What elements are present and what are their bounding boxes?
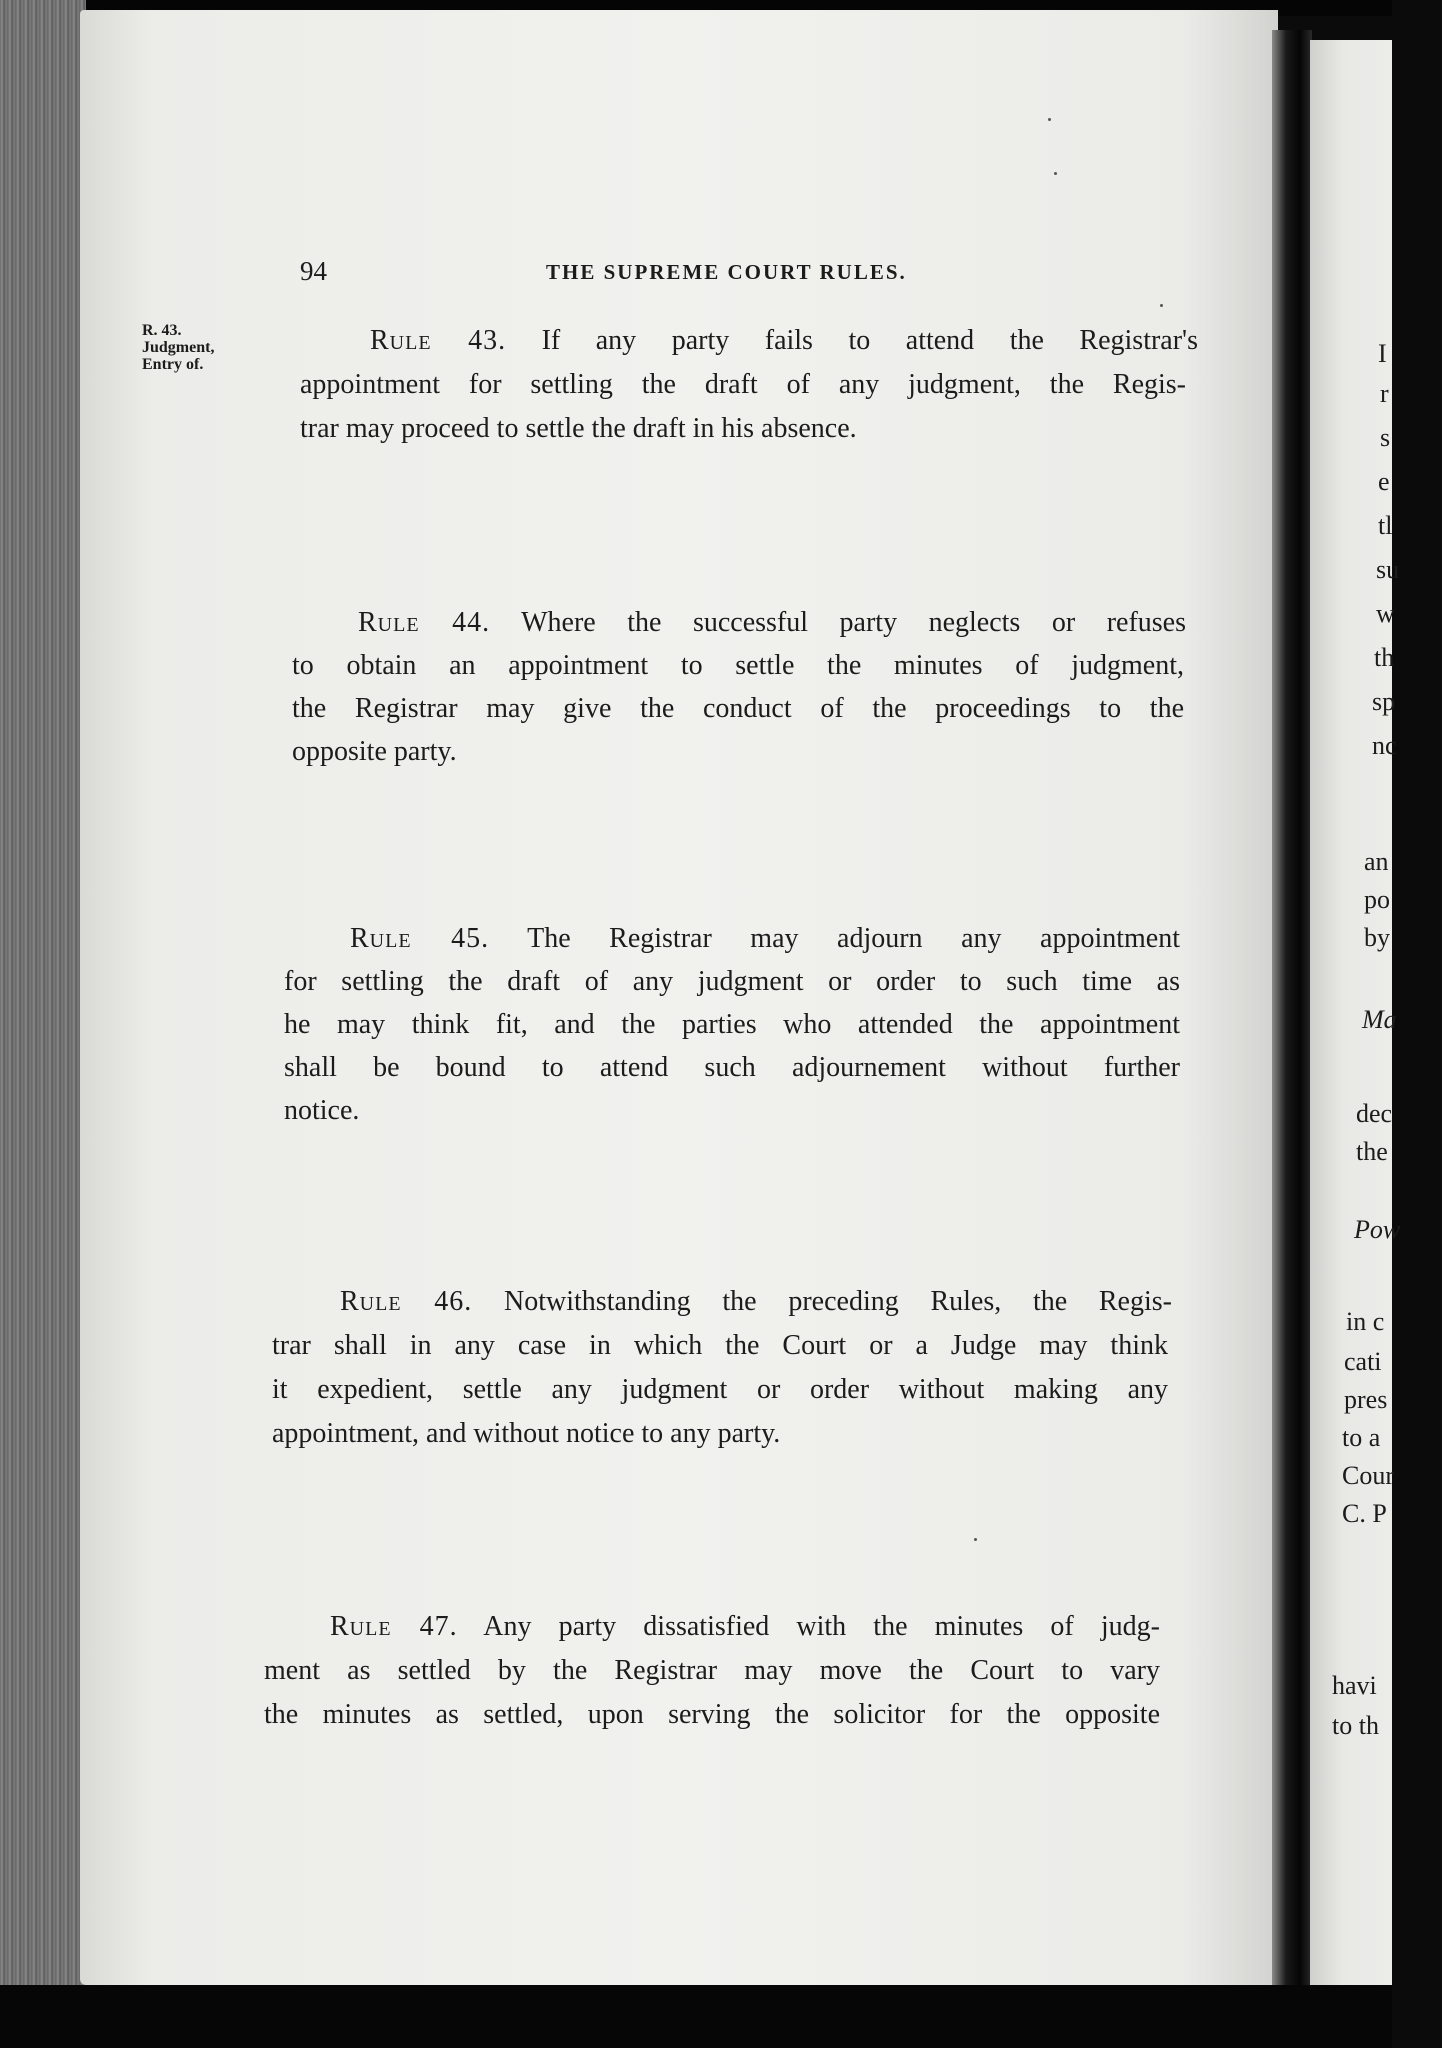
facing-page-fragment: th (1374, 643, 1395, 672)
rule-label: Rule 43. (370, 325, 507, 356)
book-spine-edge (0, 0, 86, 2048)
page-number: 94 (300, 256, 327, 286)
facing-page-fragment: po (1364, 885, 1390, 914)
rule-46-first-line: Rule 46. Notwithstanding the preceding Rules, the Regis- (340, 1286, 1172, 1317)
facing-page-fragment: pres (1344, 1385, 1388, 1414)
facing-page-fragment: s (1380, 423, 1391, 452)
rule-47-first-line: Rule 47. Any party dissatisfied with the minutes of judg- (330, 1611, 1160, 1642)
rule-46-line: it expedient, settle any judgment or order without making any (272, 1374, 1168, 1405)
facing-page-fragment: dec (1356, 1099, 1393, 1128)
margin-note-line: Entry of. (142, 356, 204, 373)
facing-page-fragment: to a (1342, 1423, 1381, 1452)
rule-44-line: opposite party. (292, 736, 457, 767)
rule-44-line: the Registrar may give the conduct of the proceedings to the (292, 693, 1184, 724)
scan-speck (1048, 118, 1051, 121)
rule-43-first-line: Rule 43. If any party fails to attend the Registrar's (370, 325, 1198, 356)
facing-page-fragment: an (1364, 847, 1389, 876)
rule-47-line: ment as settled by the Registrar may move the Court to vary (264, 1655, 1160, 1686)
rule-43-line: appointment for settling the draft of any judgment, the Regis- (300, 369, 1186, 400)
facing-page-fragment: su (1376, 555, 1400, 584)
book-gutter (1272, 30, 1312, 1985)
facing-page-fragment: w (1376, 599, 1395, 628)
rule-45-line: shall be bound to attend such adjournement without further (284, 1052, 1180, 1083)
rule-label: Rule 45. (350, 923, 490, 954)
rule-45-line: notice. (284, 1095, 360, 1126)
rule-44-line: to obtain an appointment to settle the minutes of judgment, (292, 650, 1184, 681)
scan-speck (1054, 172, 1057, 175)
rule-44-first-line: Rule 44. Where the successful party neglects or refuses (358, 607, 1186, 638)
rule-47-line: the minutes as settled, upon serving the solicitor for the opposite (264, 1699, 1160, 1730)
rule-45-line: he may think fit, and the parties who attended the appointment (284, 1009, 1180, 1040)
facing-page-fragment: the (1356, 1137, 1388, 1166)
facing-page-fragment: I (1378, 339, 1387, 368)
margin-note-line: Judgment, (142, 339, 215, 356)
margin-note-line: R. 43. (142, 322, 182, 339)
facing-page-fragment: Ma (1362, 1005, 1397, 1034)
facing-page-fragment: havi (1332, 1671, 1377, 1700)
rule-label: Rule 47. (330, 1611, 458, 1642)
running-head: THE SUPREME COURT RULES. (546, 260, 907, 284)
bottom-scan-border (0, 1985, 1392, 2048)
facing-page-fragment: in c (1346, 1307, 1385, 1336)
scan-speck (1160, 304, 1163, 307)
facing-page-fragment: sp (1372, 687, 1396, 716)
rule-45-line: for settling the draft of any judgment or order to such time as (284, 966, 1180, 997)
facing-page-fragment: r (1380, 379, 1389, 408)
page-header (296, 256, 1216, 290)
facing-page-fragment: tl (1378, 511, 1393, 540)
rule-label: Rule 44. (358, 607, 491, 638)
facing-page-fragment: e (1378, 467, 1390, 496)
rule-43-line: trar may proceed to settle the draft in his absence. (300, 413, 857, 444)
rule-label: Rule 46. (340, 1286, 473, 1317)
rule-46-line: trar shall in any case in which the Court or a Judge may think (272, 1330, 1168, 1361)
facing-page-fragment: C. P (1342, 1499, 1387, 1528)
scan-speck (974, 1538, 977, 1541)
facing-page-fragment: to th (1332, 1711, 1379, 1740)
margin-note (142, 322, 267, 373)
facing-page-fragment: by (1364, 923, 1390, 952)
rule-45-first-line: Rule 45. The Registrar may adjourn any appointment (350, 923, 1180, 954)
facing-page-fragment: nc (1372, 731, 1397, 760)
facing-page-fragment: cati (1344, 1347, 1382, 1376)
rule-46-line: appointment, and without notice to any party. (272, 1418, 781, 1449)
facing-page-fragment: Cour (1342, 1461, 1394, 1490)
facing-page-fragment: Pow (1354, 1215, 1401, 1244)
